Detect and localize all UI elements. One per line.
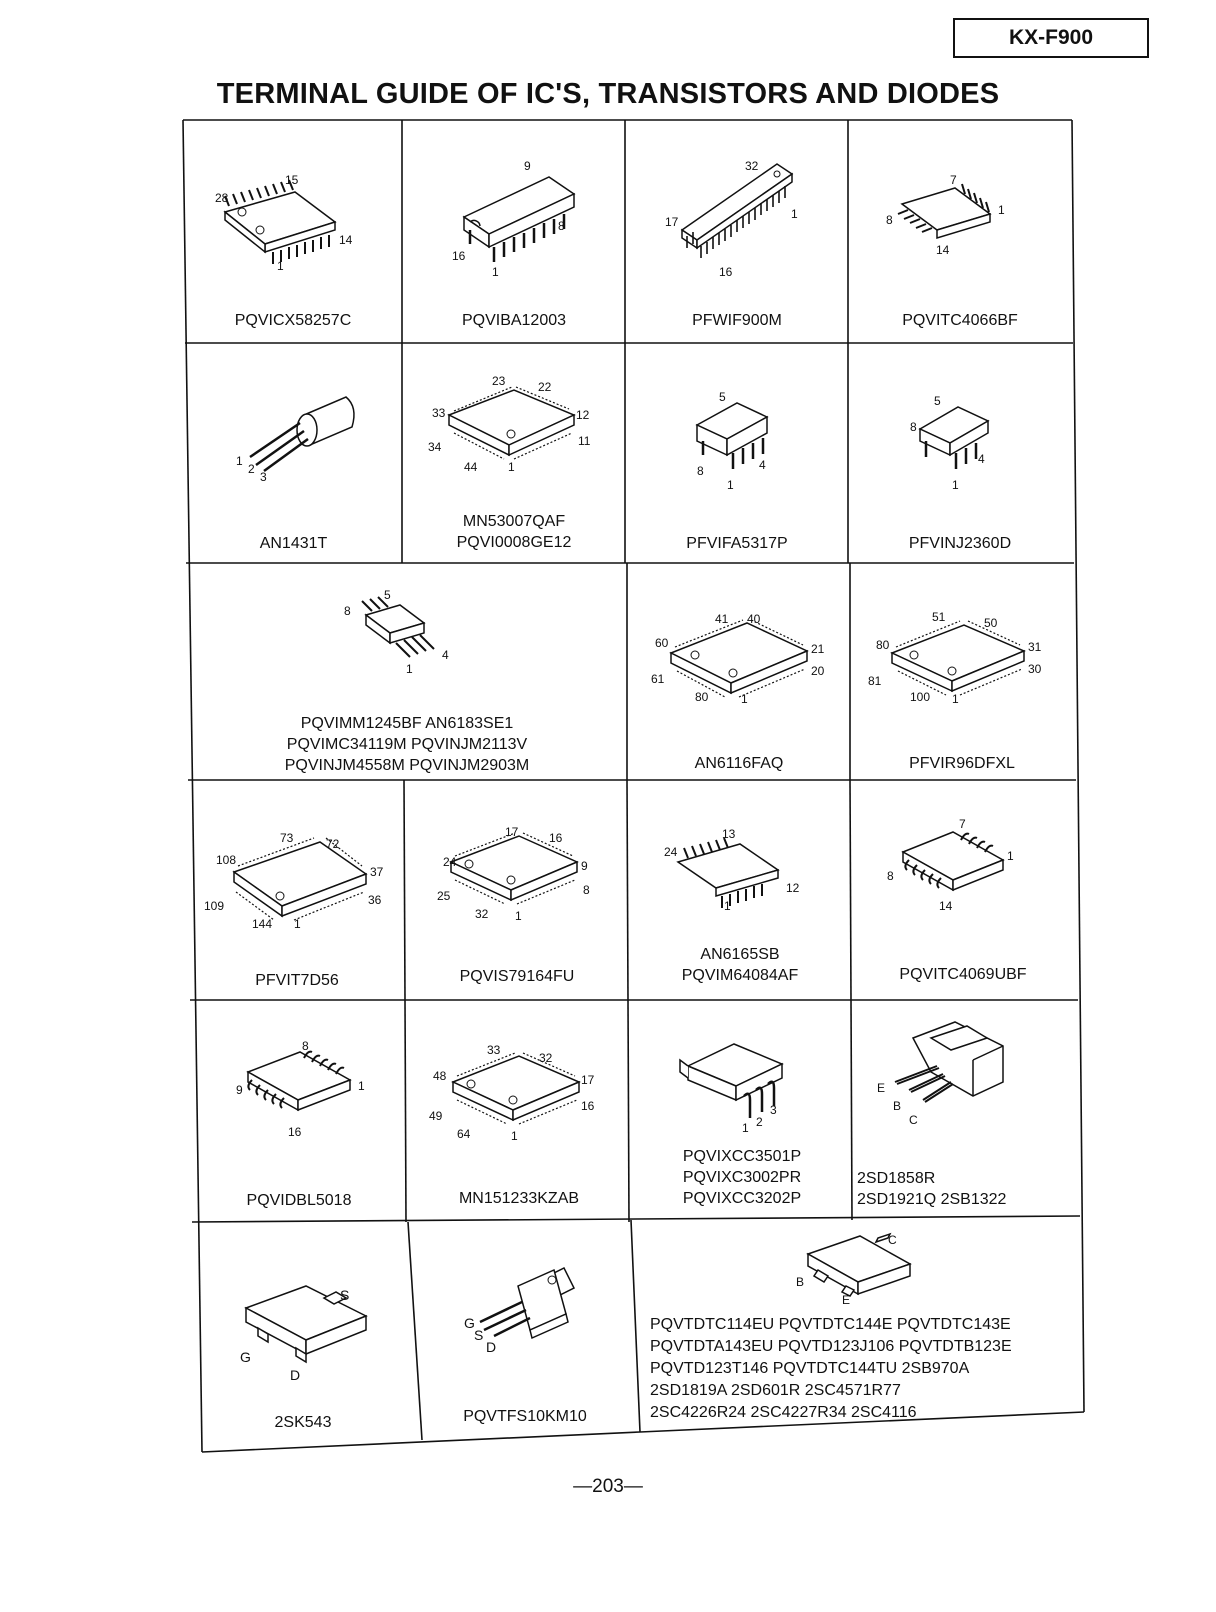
pin-label: 11 [578,434,591,448]
part-number: PQVTD123T146 PQVTDTC144TU 2SB970A [650,1360,970,1377]
dip-8-package-drawing [850,345,1070,562]
part-number-list [186,533,401,554]
component-cell-pfvinj2360d [850,345,1070,562]
pin-label: 9 [236,1083,243,1097]
pin-label: 1 [236,454,243,468]
pin-label: 1 [492,265,499,279]
part-number: AN1431T [259,535,328,552]
pin-label: 1 [1007,849,1014,863]
pin-label: G [464,1315,475,1331]
part-number: PQVTDTA143EU PQVTD123J106 PQVTDTB123E [650,1338,1012,1355]
pin-label: 1 [406,662,413,676]
part-number: 2SC4226R24 2SC4227R34 2SC4116 [650,1404,917,1421]
part-number: 2SD1819A 2SD601R 2SC4571R77 [650,1382,901,1399]
pin-label: 33 [432,406,446,420]
sot89-fet-drawing [196,1224,410,1444]
part-number: PQVI0008GE12 [456,534,572,551]
part-number: PQVIDBL5018 [246,1192,352,1209]
pin-label: 64 [457,1127,471,1141]
pin-label: 14 [939,899,953,913]
component-cell-pqvitc4069ubf [853,782,1073,999]
pin-label: 16 [452,249,466,263]
pin-label: 16 [719,265,733,279]
part-number: 2SK543 [274,1414,332,1431]
pin-label: 1 [727,478,734,492]
pin-label: 24 [664,845,678,859]
pin-label: 2 [248,462,255,476]
pin-label: 41 [715,612,729,626]
pin-label: 1 [998,203,1005,217]
component-cell-pqvtfs10km10 [414,1224,636,1434]
model-number-box [953,18,1149,58]
part-number: PQVIXCC3501P [682,1148,802,1165]
pin-label: 81 [868,674,882,688]
component-cell-mn151233kzab [409,1002,629,1220]
component-cell-pqvicx58257c [185,122,401,342]
component-cell-pqvimm1245bf [188,565,626,779]
pin-label: 49 [429,1109,443,1123]
pin-label: 17 [581,1073,595,1087]
part-number-list [852,753,1072,774]
pin-label: 17 [505,825,519,839]
part-number-list [404,511,624,553]
pin-label: 22 [538,380,552,394]
part-number-list [190,970,404,991]
part-number: 2SD1921Q 2SB1322 [857,1191,1007,1208]
qfp-144-package-drawing [190,782,404,999]
pin-label: 51 [932,610,946,624]
component-cell-pqvitc4066bf [850,122,1070,342]
sop-16-package-drawing [192,1002,406,1220]
part-number: PQVIS79164FU [459,968,575,985]
qfp-100-package-drawing [852,565,1072,779]
component-cell-pqviba12003 [404,122,624,342]
pin-label: 108 [216,853,237,867]
part-number: PQVIMC34119M PQVINJM2113V [286,736,528,753]
part-number: PFWIF900M [692,312,782,329]
component-cell-pqvtdtc114eu [640,1220,1080,1432]
pin-label: 61 [651,672,665,686]
part-number-list [627,533,847,554]
pin-label: 8 [887,869,894,883]
sop-14-package-drawing [850,122,1070,342]
pin-label: 1 [508,460,515,474]
pin-label: E [842,1293,851,1307]
part-number-list [192,1190,406,1211]
pin-label: 16 [549,831,563,845]
part-number-list [185,310,401,331]
pin-label: 21 [811,642,825,656]
pin-label: 7 [950,173,957,187]
pin-label: 1 [358,1079,365,1093]
part-number-list [414,1406,636,1427]
component-cell-an6116faq [629,565,849,779]
part-number-list [409,1188,629,1209]
part-number-list [850,533,1070,554]
pin-label: 1 [741,692,748,706]
component-cell-2sk543 [196,1224,410,1444]
pin-label: 1 [294,917,301,931]
pin-label: 73 [280,831,294,845]
pin-label: S [340,1287,350,1303]
part-number: PFVINJ2360D [908,535,1012,552]
pin-label: C [888,1233,897,1247]
pin-label: 1 [277,259,284,273]
pin-label: 15 [285,173,299,187]
pin-label: 5 [934,394,941,408]
part-number-list [404,310,624,331]
pin-label: 80 [876,638,890,652]
part-number-list [188,713,626,776]
model-number: KX-F900 [1008,26,1094,49]
part-number: PFVIT7D56 [255,972,339,989]
pin-label: 5 [719,390,726,404]
part-number: PQVIMM1245BF AN6183SE1 [300,715,514,732]
component-cell-an1431t [186,345,401,562]
component-cell-2sd1858r [855,1002,1077,1220]
part-number: PFVIFA5317P [686,535,788,552]
to220-fet-drawing [414,1224,636,1434]
pin-label: 32 [475,907,489,921]
pin-label: 16 [288,1125,302,1139]
pin-label: 50 [984,616,998,630]
pin-label: 80 [695,690,709,704]
pin-label: 8 [344,604,351,618]
part-number-list [630,944,850,986]
part-number: PQVIBA12003 [461,312,567,329]
pin-label: 44 [464,460,478,474]
part-number: MN151233KZAB [458,1190,580,1207]
pin-label: 9 [524,159,531,173]
part-number: AN6165SB [700,946,780,963]
part-number: PQVINJM4558M PQVINJM2903M [284,757,530,774]
component-cell-pfvir96dfxl [852,565,1072,779]
pin-label: 8 [558,219,565,233]
pin-label: 1 [511,1129,518,1143]
pin-label: 30 [1028,662,1042,676]
part-number-list [853,964,1073,985]
pin-label: 14 [339,233,353,247]
part-number: PQVTDTC114EU PQVTDTC144E PQVTDTC143E [650,1316,1011,1333]
pin-label: 12 [786,881,800,895]
pin-label: 100 [910,690,931,704]
to92-transistor-drawing [186,345,401,562]
pin-label: S [474,1327,484,1343]
part-number: 2SD1858R [857,1170,936,1187]
pin-label: 2 [756,1115,763,1129]
part-number-list [627,310,847,331]
pin-label: 34 [428,440,442,454]
pin-label: 8 [697,464,704,478]
pin-label: D [290,1367,301,1383]
pin-label: 1 [724,899,731,913]
page-title: TERMINAL GUIDE OF IC'S, TRANSISTORS AND DIODES [216,78,1000,110]
pin-label: 5 [384,588,391,602]
pin-label: 32 [539,1051,553,1065]
pin-label: 109 [204,899,225,913]
pin-label: 33 [487,1043,501,1057]
pin-label: B [893,1099,902,1113]
component-cell-pqvidbl5018 [192,1002,406,1220]
part-number: AN6116FAQ [694,755,784,772]
pin-label: 28 [215,191,229,205]
pin-label: 23 [492,374,506,388]
pin-label: C [909,1113,918,1127]
pin-label: 8 [910,420,917,434]
pin-label: 4 [759,458,766,472]
pin-label: 144 [252,917,273,931]
part-number: PQVIXC3002PR [682,1169,802,1186]
pin-label: 60 [655,636,669,650]
part-number-list [857,1168,1077,1210]
pin-label: 24 [443,855,457,869]
sop-28-package-drawing [185,122,401,342]
pin-label: 32 [745,159,759,173]
pin-label: 1 [952,692,959,706]
pin-label: E [877,1081,886,1095]
part-number: PQVICX58257C [234,312,352,329]
part-number-list [850,310,1070,331]
pin-label: 7 [959,817,966,831]
pin-label: 48 [433,1069,447,1083]
pin-label: D [486,1339,497,1355]
pin-label: 25 [437,889,451,903]
pin-label: 17 [665,215,679,229]
pin-label: 3 [770,1103,777,1117]
part-number: PQVIXCC3202P [682,1190,802,1207]
part-number: PQVTFS10KM10 [463,1408,587,1425]
pin-label: 37 [370,865,384,879]
pin-label: 8 [886,213,893,227]
pin-label: 40 [747,612,761,626]
pin-label: 1 [952,478,959,492]
part-number-list [629,753,849,774]
page-number: —203— [573,1476,643,1497]
pin-label: 4 [978,452,985,466]
pin-label: 8 [583,883,590,897]
pin-label: 3 [260,470,267,484]
part-number: PQVITC4066BF [902,312,1018,329]
pin-label: B [796,1275,805,1289]
pin-label: 1 [515,909,522,923]
pin-label: 13 [722,827,736,841]
component-cell-pfvifa5317p [627,345,847,562]
part-number-list [196,1412,410,1433]
component-cell-pfwif900m [627,122,847,342]
dip-8-package-drawing [627,345,847,562]
pin-label: 9 [581,859,588,873]
pin-label: G [240,1349,251,1365]
part-number: PFVIR96DFXL [909,755,1015,772]
pin-label: 36 [368,893,382,907]
pin-label: 31 [1028,640,1042,654]
pin-label: 12 [576,408,590,422]
pin-label: 8 [302,1039,309,1053]
dip-16-package-drawing [404,122,624,342]
pin-label: 1 [742,1121,749,1135]
part-number: MN53007QAF [462,513,566,530]
component-cell-an6165sb [630,782,850,999]
pin-label: 72 [326,837,340,851]
pin-label: 14 [936,243,950,257]
component-cell-mn53007qaf [404,345,624,562]
part-number: PQVIM64084AF [681,967,799,984]
component-cell-pfvit7d56 [190,782,404,999]
dip-32-package-drawing [627,122,847,342]
qfp-80-package-drawing [629,565,849,779]
pin-label: 4 [442,648,449,662]
pin-label: 16 [581,1099,595,1113]
part-number-list [407,966,627,987]
part-number: PQVITC4069UBF [899,966,1027,983]
pin-label: 1 [791,207,798,221]
pin-label: 20 [811,664,825,678]
part-number-list [650,1314,1012,1424]
component-cell-pqvis79164fu [407,782,627,999]
component-cell-pqvixcc3501p [632,1002,852,1220]
part-number-list [632,1146,852,1209]
